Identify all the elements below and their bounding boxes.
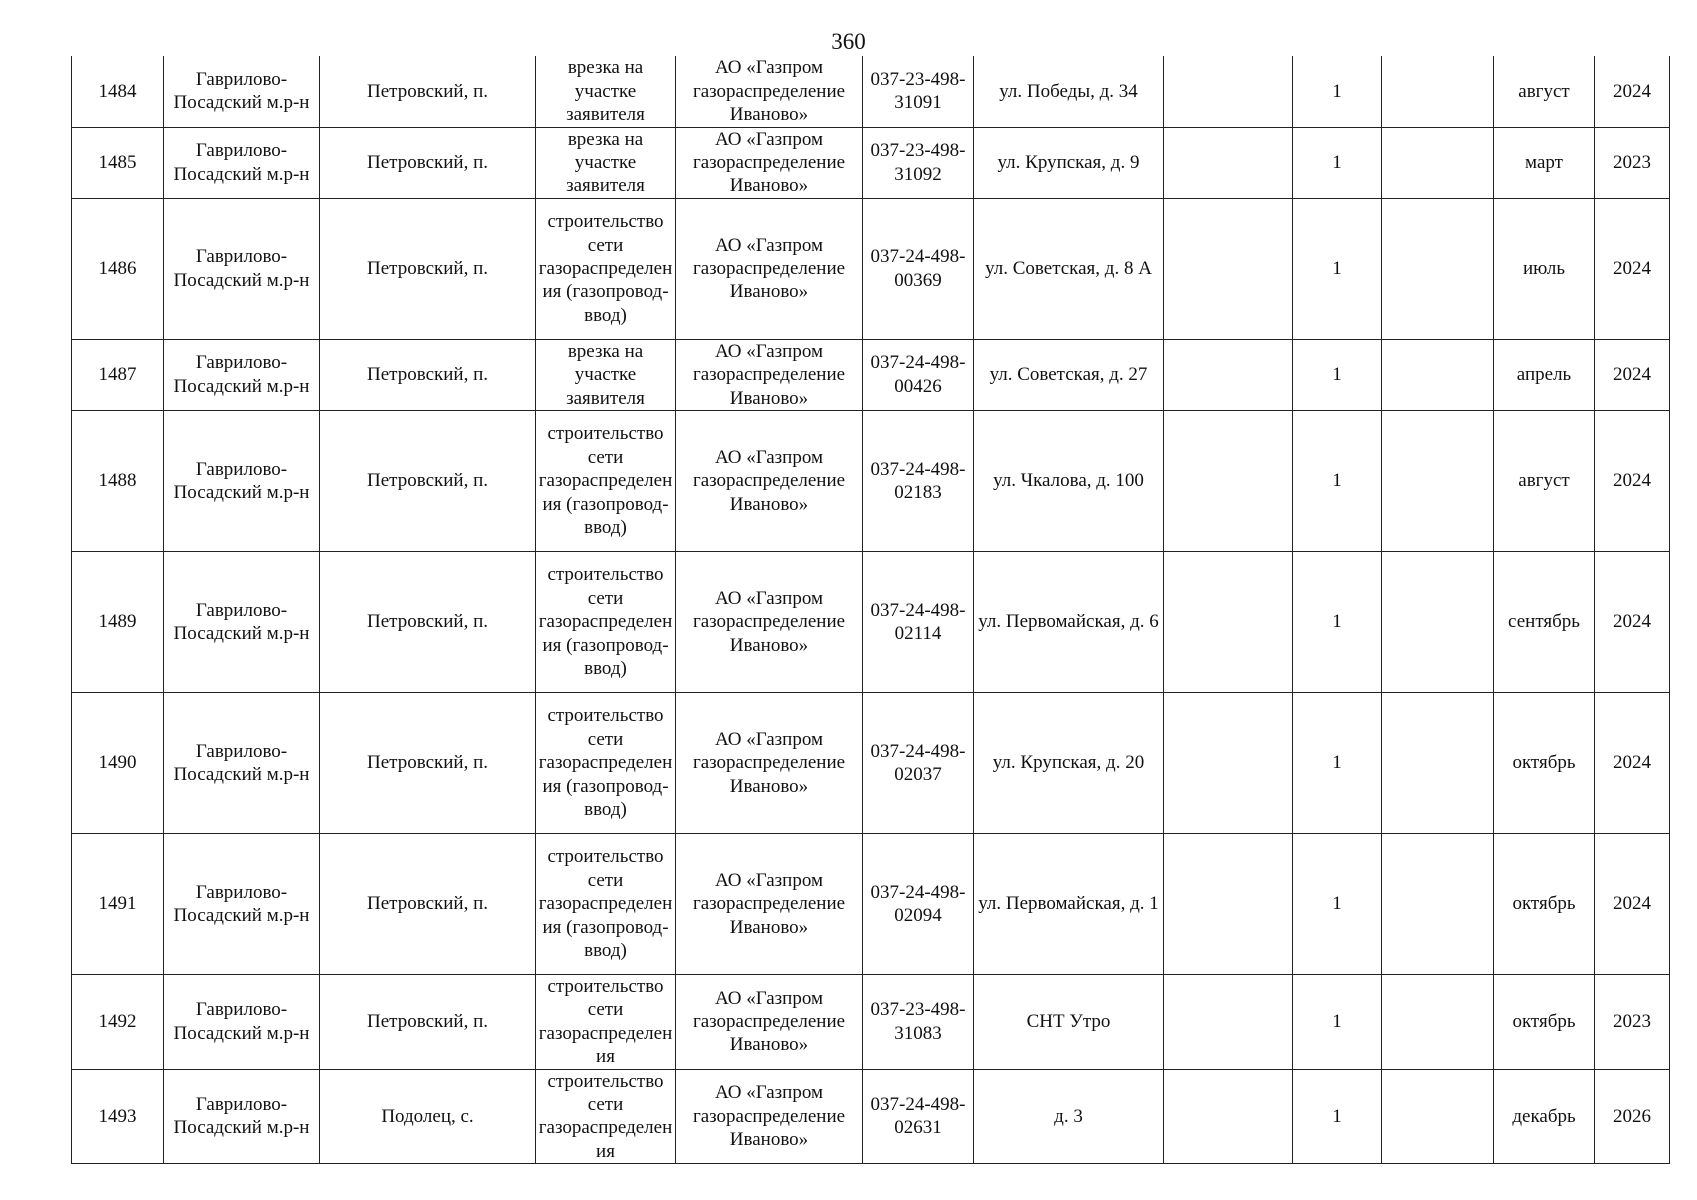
address-cell: ул. Чкалова, д. 100 [974,410,1164,551]
month-cell: сентябрь [1494,551,1595,692]
table-row [72,410,1670,551]
locality-cell: Петровский, п. [320,339,536,410]
year-cell: 2024 [1595,56,1670,127]
table-row [72,198,1670,339]
locality-cell: Петровский, п. [320,56,536,127]
year-cell: 2023 [1595,127,1670,198]
connection-type-cell: строительство сети газораспределения [536,974,676,1069]
page-number: 360 [831,29,866,54]
empty-cell [1164,692,1293,833]
empty-cell [1382,198,1494,339]
month-cell: декабрь [1494,1069,1595,1164]
organization-cell: АО «Газпром газораспределение Иваново» [676,1069,863,1164]
quantity-cell: 1 [1293,833,1382,974]
connection-type-cell: строительство сети газораспределения (газопровод-ввод) [536,833,676,974]
locality-cell: Петровский, п. [320,410,536,551]
row-number-cell: 1486 [72,198,164,339]
table-row [72,551,1670,692]
address-cell: ул. Первомайская, д. 6 [974,551,1164,692]
row-number-cell: 1484 [72,56,164,127]
empty-cell [1382,833,1494,974]
empty-cell [1382,56,1494,127]
quantity-cell: 1 [1293,1069,1382,1164]
organization-cell: АО «Газпром газораспределение Иваново» [676,410,863,551]
application-code-cell: 037-24-498-02631 [863,1069,974,1164]
empty-cell [1382,692,1494,833]
year-cell: 2024 [1595,198,1670,339]
organization-cell: АО «Газпром газораспределение Иваново» [676,692,863,833]
application-code-cell: 037-24-498-02183 [863,410,974,551]
district-cell: Гаврилово-Посадский м.р-н [164,410,320,551]
connection-type-cell: строительство сети газораспределения (газопровод-ввод) [536,551,676,692]
row-number-cell: 1487 [72,339,164,410]
application-code-cell: 037-23-498-31091 [863,56,974,127]
address-cell: ул. Советская, д. 8 А [974,198,1164,339]
row-number-cell: 1493 [72,1069,164,1164]
empty-cell [1382,1069,1494,1164]
locality-cell: Подолец, с. [320,1069,536,1164]
locality-cell: Петровский, п. [320,198,536,339]
empty-cell [1164,833,1293,974]
quantity-cell: 1 [1293,339,1382,410]
organization-cell: АО «Газпром газораспределение Иваново» [676,551,863,692]
row-number-cell: 1485 [72,127,164,198]
empty-cell [1164,339,1293,410]
empty-cell [1164,56,1293,127]
year-cell: 2023 [1595,974,1670,1069]
table-row [72,974,1670,1069]
connection-type-cell: врезка на участке заявителя [536,56,676,127]
connection-type-cell: строительство сети газораспределения (газопровод-ввод) [536,410,676,551]
connection-type-cell: строительство сети газораспределения [536,1069,676,1164]
year-cell: 2026 [1595,1069,1670,1164]
address-cell: СНТ Утро [974,974,1164,1069]
application-code-cell: 037-24-498-00369 [863,198,974,339]
organization-cell: АО «Газпром газораспределение Иваново» [676,127,863,198]
month-cell: март [1494,127,1595,198]
empty-cell [1382,127,1494,198]
address-cell: ул. Крупская, д. 20 [974,692,1164,833]
connection-type-cell: врезка на участке заявителя [536,339,676,410]
district-cell: Гаврилово-Посадский м.р-н [164,127,320,198]
locality-cell: Петровский, п. [320,127,536,198]
district-cell: Гаврилово-Посадский м.р-н [164,339,320,410]
empty-cell [1382,974,1494,1069]
connection-type-cell: строительство сети газораспределения (газопровод-ввод) [536,198,676,339]
application-code-cell: 037-23-498-31083 [863,974,974,1069]
row-number-cell: 1488 [72,410,164,551]
address-cell: ул. Советская, д. 27 [974,339,1164,410]
quantity-cell: 1 [1293,410,1382,551]
quantity-cell: 1 [1293,551,1382,692]
empty-cell [1164,551,1293,692]
address-cell: ул. Первомайская, д. 1 [974,833,1164,974]
row-number-cell: 1491 [72,833,164,974]
organization-cell: АО «Газпром газораспределение Иваново» [676,833,863,974]
empty-cell [1382,551,1494,692]
organization-cell: АО «Газпром газораспределение Иваново» [676,56,863,127]
quantity-cell: 1 [1293,56,1382,127]
month-cell: август [1494,56,1595,127]
quantity-cell: 1 [1293,692,1382,833]
application-code-cell: 037-24-498-02114 [863,551,974,692]
table-body [72,56,1670,1164]
year-cell: 2024 [1595,833,1670,974]
table-row [72,692,1670,833]
application-code-cell: 037-24-498-02094 [863,833,974,974]
organization-cell: АО «Газпром газораспределение Иваново» [676,198,863,339]
row-number-cell: 1492 [72,974,164,1069]
address-cell: ул. Победы, д. 34 [974,56,1164,127]
locality-cell: Петровский, п. [320,833,536,974]
address-cell: д. 3 [974,1069,1164,1164]
empty-cell [1164,127,1293,198]
application-code-cell: 037-24-498-02037 [863,692,974,833]
month-cell: апрель [1494,339,1595,410]
application-code-cell: 037-24-498-00426 [863,339,974,410]
district-cell: Гаврилово-Посадский м.р-н [164,56,320,127]
year-cell: 2024 [1595,692,1670,833]
address-cell: ул. Крупская, д. 9 [974,127,1164,198]
district-cell: Гаврилово-Посадский м.р-н [164,692,320,833]
table-row [72,833,1670,974]
quantity-cell: 1 [1293,127,1382,198]
year-cell: 2024 [1595,339,1670,410]
empty-cell [1382,339,1494,410]
month-cell: июль [1494,198,1595,339]
district-cell: Гаврилово-Посадский м.р-н [164,198,320,339]
empty-cell [1164,974,1293,1069]
table-row [72,339,1670,410]
district-cell: Гаврилово-Посадский м.р-н [164,833,320,974]
organization-cell: АО «Газпром газораспределение Иваново» [676,339,863,410]
district-cell: Гаврилово-Посадский м.р-н [164,551,320,692]
district-cell: Гаврилово-Посадский м.р-н [164,974,320,1069]
month-cell: октябрь [1494,974,1595,1069]
row-number-cell: 1490 [72,692,164,833]
empty-cell [1164,410,1293,551]
organization-cell: АО «Газпром газораспределение Иваново» [676,974,863,1069]
empty-cell [1382,410,1494,551]
connection-type-cell: строительство сети газораспределения (газопровод-ввод) [536,692,676,833]
month-cell: октябрь [1494,692,1595,833]
table-row [72,56,1670,127]
empty-cell [1164,1069,1293,1164]
month-cell: август [1494,410,1595,551]
district-cell: Гаврилово-Посадский м.р-н [164,1069,320,1164]
quantity-cell: 1 [1293,198,1382,339]
quantity-cell: 1 [1293,974,1382,1069]
month-cell: октябрь [1494,833,1595,974]
connection-type-cell: врезка на участке заявителя [536,127,676,198]
locality-cell: Петровский, п. [320,974,536,1069]
table-row [72,127,1670,198]
year-cell: 2024 [1595,410,1670,551]
locality-cell: Петровский, п. [320,551,536,692]
row-number-cell: 1489 [72,551,164,692]
year-cell: 2024 [1595,551,1670,692]
table-row [72,1069,1670,1164]
empty-cell [1164,198,1293,339]
registry-table [71,56,1670,1164]
locality-cell: Петровский, п. [320,692,536,833]
application-code-cell: 037-23-498-31092 [863,127,974,198]
